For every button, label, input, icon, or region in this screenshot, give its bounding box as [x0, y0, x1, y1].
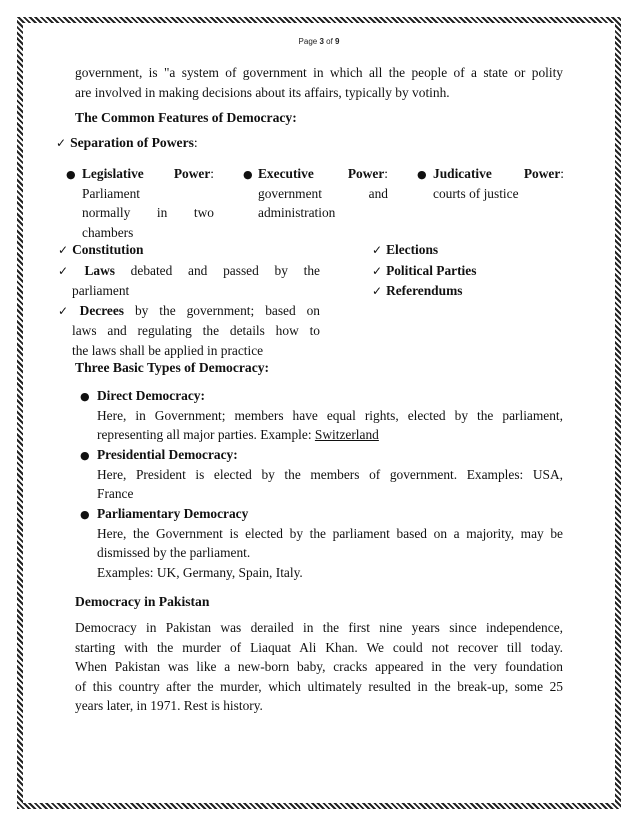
bullet-icon: ●	[80, 508, 90, 521]
checkmark-icon: ✓	[58, 243, 69, 257]
intro-paragraph	[75, 63, 563, 102]
page-number: Page 3 of 9	[298, 37, 340, 46]
direct-democracy-item: Direct Democracy: Here, in Government; members have equal rights, elected by the parliament, representing all major parties. Example: Switzerland	[97, 388, 563, 442]
pakistan-paragraph: Democracy in Pakistan was derailed in the first nine years since independence, starting with the murder of Liaquat Ali Khan. We could not recover till today. When Pakistan was like a new-born baby, cracks appeared in the very foundation of this country after the murder, which ultimately resulted in the break-up, some 25 years later, in 1971. Rest is history.	[75, 620, 563, 713]
parliamentary-democracy-item: Parliamentary Democracy Here, the Government is elected by the parliament based on a majority, may be dismissed by the parliament. Examples: UK, Germany, Spain, Italy.	[97, 506, 563, 580]
judicative-power-column: Judicative Power: courts of justice	[433, 166, 564, 201]
bullet-icon: ●	[80, 449, 90, 462]
right-check-list: ✓ Elections ✓ Political Parties ✓ Referendums	[372, 242, 477, 298]
executive-power-column: Executive Power: government and administration	[258, 166, 388, 220]
intro-line: are involved in making decisions about its affairs, typically by votinh.	[75, 84, 450, 100]
presidential-democracy-item: Presidential Democracy: Here, President is elected by the members of government. Examples: USA, France	[97, 447, 563, 501]
switzerland-link[interactable]: Switzerland	[314, 427, 379, 442]
types-heading: Three Basic Types of Democracy:	[75, 360, 270, 375]
intro-line: government, is "a system of government in which all the people of a state or polity	[75, 65, 563, 80]
checkmark-icon: ✓	[372, 263, 383, 278]
bullet-icon: ●	[417, 168, 427, 181]
bullet-icon: ●	[80, 390, 90, 403]
checkmark-icon: ✓	[58, 303, 76, 318]
bullet-icon: ●	[66, 168, 76, 181]
legislative-power-column: Legislative Power: Parliament normally in two chambers	[82, 166, 214, 240]
checkmark-icon: ✓	[372, 243, 383, 257]
separation-heading: ✓ Separation of Powers:	[56, 135, 198, 150]
bullet-icon: ●	[243, 168, 253, 181]
left-check-list: ✓ Constitution ✓ Laws debated and passed by the parliament ✓ Decrees by the government; based on laws and regulating the details how to the laws shall be applied in practice	[58, 242, 321, 358]
pakistan-heading: Democracy in Pakistan	[75, 594, 210, 609]
checkmark-icon: ✓	[56, 136, 67, 150]
common-features-heading: The Common Features of Democracy:	[75, 110, 297, 125]
constitution-label: Constitution	[72, 242, 144, 257]
checkmark-icon: ✓	[372, 284, 383, 298]
checkmark-icon: ✓	[58, 263, 81, 278]
